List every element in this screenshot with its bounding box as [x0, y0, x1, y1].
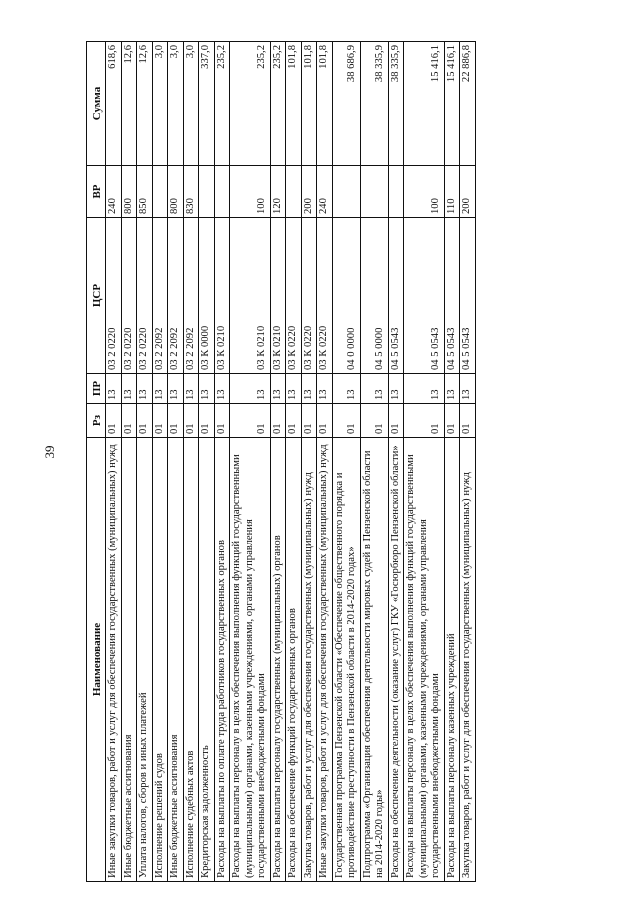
cell-sum: 337,0 [199, 42, 215, 166]
cell-name: Иные закупки товаров, работ и услуг для обеспечения государственных (муниципальных) нужд [317, 438, 333, 882]
cell-rz: 01 [183, 404, 199, 438]
cell-pr: 13 [106, 374, 122, 404]
cell-vr: 850 [137, 166, 153, 218]
cell-csr: 03 К 0210 [230, 218, 271, 374]
cell-pr: 13 [444, 374, 460, 404]
cell-pr: 13 [214, 374, 230, 404]
header-csr: ЦСР [87, 218, 106, 374]
cell-vr [214, 166, 230, 218]
cell-csr: 04 5 0000 [360, 218, 388, 374]
cell-pr: 13 [121, 374, 137, 404]
cell-rz: 01 [286, 404, 302, 438]
cell-rz: 01 [199, 404, 215, 438]
cell-csr: 03 2 2092 [152, 218, 168, 374]
cell-csr: 03 2 0220 [121, 218, 137, 374]
cell-vr [199, 166, 215, 218]
table-row [404, 42, 445, 882]
cell-rz: 01 [106, 404, 122, 438]
cell-vr: 800 [168, 166, 184, 218]
cell-vr: 830 [183, 166, 199, 218]
cell-name: Исполнение решений судов [152, 438, 168, 882]
cell-pr: 13 [152, 374, 168, 404]
cell-name: Подпрограмма «Организация обеспечения деятельности мировых судей в Пензенской области на 2014-2020 годы» [360, 438, 388, 882]
cell-name: Расходы на обеспечение деятельности (оказание услуг) ГКУ «Госюрбюро Пензенской области» [388, 438, 404, 882]
table-row [360, 42, 388, 882]
cell-csr: 03 К 0220 [301, 218, 317, 374]
cell-pr: 13 [460, 374, 476, 404]
table-row [137, 42, 153, 882]
cell-pr: 13 [168, 374, 184, 404]
table-row [270, 42, 286, 882]
cell-sum: 235,2 [230, 42, 271, 166]
cell-name: Расходы на выплаты персоналу государственных (муниципальных) органов [270, 438, 286, 882]
table-row [388, 42, 404, 882]
table-row [214, 42, 230, 882]
cell-vr: 240 [317, 166, 333, 218]
cell-rz: 01 [152, 404, 168, 438]
cell-vr [332, 166, 360, 218]
cell-rz: 01 [444, 404, 460, 438]
cell-rz: 01 [360, 404, 388, 438]
header-rz: Рз [87, 404, 106, 438]
header-pr: ПР [87, 374, 106, 404]
cell-vr: 120 [270, 166, 286, 218]
cell-sum: 38 335,9 [388, 42, 404, 166]
cell-name: Расходы на обеспечение функций государственных органов [286, 438, 302, 882]
cell-vr: 240 [106, 166, 122, 218]
cell-name: Кредиторская задолженность [199, 438, 215, 882]
cell-csr: 04 5 0543 [404, 218, 445, 374]
cell-name: Иные бюджетные ассигнования [121, 438, 137, 882]
cell-pr: 13 [301, 374, 317, 404]
header-sum: Сумма [87, 42, 106, 166]
cell-pr: 13 [270, 374, 286, 404]
header-name: Наименование [87, 438, 106, 882]
table-row [121, 42, 137, 882]
cell-vr: 110 [444, 166, 460, 218]
cell-pr: 13 [137, 374, 153, 404]
cell-rz: 01 [332, 404, 360, 438]
table-row [332, 42, 360, 882]
cell-csr: 04 0 0000 [332, 218, 360, 374]
cell-csr: 03 К 0210 [214, 218, 230, 374]
cell-rz: 01 [121, 404, 137, 438]
cell-vr [388, 166, 404, 218]
cell-sum: 38 335,9 [360, 42, 388, 166]
cell-csr: 03 К 0220 [286, 218, 302, 374]
cell-sum: 101,8 [301, 42, 317, 166]
cell-name: Закупка товаров, работ и услуг для обеспечения государственных (муниципальных) нужд [301, 438, 317, 882]
cell-sum: 15 416,1 [404, 42, 445, 166]
table-row [230, 42, 271, 882]
table-row [183, 42, 199, 882]
cell-csr: 03 2 2092 [168, 218, 184, 374]
cell-csr: 03 2 0220 [137, 218, 153, 374]
cell-sum: 3,0 [152, 42, 168, 166]
cell-name: Расходы на выплаты персоналу в целях обеспечения выполнения функций государственными (муниципальными) органами, казенными учреждениями, органами управления государственными внебюджетными фондами [230, 438, 271, 882]
table-row [152, 42, 168, 882]
table-row [444, 42, 460, 882]
cell-sum: 618,6 [106, 42, 122, 166]
cell-rz: 01 [301, 404, 317, 438]
cell-name: Закупка товаров, работ и услуг для обеспечения государственных (муниципальных) нужд [460, 438, 476, 882]
table-body [106, 42, 476, 882]
cell-vr: 100 [230, 166, 271, 218]
cell-sum: 3,0 [183, 42, 199, 166]
cell-sum: 101,8 [286, 42, 302, 166]
cell-csr: 03 2 0220 [106, 218, 122, 374]
cell-csr: 03 К 0000 [199, 218, 215, 374]
cell-sum: 12,6 [137, 42, 153, 166]
cell-rz: 01 [168, 404, 184, 438]
table-row [199, 42, 215, 882]
cell-sum: 22 886,8 [460, 42, 476, 166]
cell-rz: 01 [270, 404, 286, 438]
cell-name: Иные бюджетные ассигнования [168, 438, 184, 882]
cell-name: Расходы на выплаты персоналу в целях обеспечения выполнения функций государственными (муниципальными) органами, казенными учреждениями, органами управления государственными внебюджетными фондами [404, 438, 445, 882]
cell-pr: 13 [388, 374, 404, 404]
cell-csr: 03 К 0210 [270, 218, 286, 374]
cell-rz: 01 [317, 404, 333, 438]
cell-pr: 13 [360, 374, 388, 404]
cell-sum: 101,8 [317, 42, 333, 166]
cell-vr [360, 166, 388, 218]
cell-rz: 01 [388, 404, 404, 438]
cell-vr: 100 [404, 166, 445, 218]
header-vr: ВР [87, 166, 106, 218]
cell-vr: 200 [301, 166, 317, 218]
cell-pr: 13 [404, 374, 445, 404]
cell-rz: 01 [230, 404, 271, 438]
cell-pr: 13 [199, 374, 215, 404]
cell-csr: 04 5 0543 [388, 218, 404, 374]
cell-name: Исполнение судебных актов [183, 438, 199, 882]
cell-vr: 800 [121, 166, 137, 218]
cell-csr: 04 5 0543 [460, 218, 476, 374]
table-row [286, 42, 302, 882]
cell-name: Расходы на выплаты по оплате труда работников государственных органов [214, 438, 230, 882]
cell-pr: 13 [332, 374, 360, 404]
cell-rz: 01 [214, 404, 230, 438]
cell-sum: 235,2 [214, 42, 230, 166]
budget-table [86, 41, 476, 882]
table-header-row [87, 42, 106, 882]
cell-rz: 01 [137, 404, 153, 438]
cell-csr: 03 2 2092 [183, 218, 199, 374]
table-row [301, 42, 317, 882]
cell-rz: 01 [404, 404, 445, 438]
cell-csr: 04 5 0543 [444, 218, 460, 374]
cell-sum: 12,6 [121, 42, 137, 166]
cell-name: Иные закупки товаров, работ и услуг для обеспечения государственных (муниципальных) нужд [106, 438, 122, 882]
cell-sum: 3,0 [168, 42, 184, 166]
cell-name: Расходы на выплаты персоналу казенных учреждений [444, 438, 460, 882]
cell-sum: 15 416,1 [444, 42, 460, 166]
cell-vr [152, 166, 168, 218]
cell-csr: 03 К 0220 [317, 218, 333, 374]
table-row [317, 42, 333, 882]
cell-pr: 13 [286, 374, 302, 404]
cell-sum: 38 686,9 [332, 42, 360, 166]
page-number: 39 [42, 445, 57, 459]
rotated-content [86, 42, 566, 882]
table-row [106, 42, 122, 882]
cell-rz: 01 [460, 404, 476, 438]
cell-name: Уплата налогов, сборов и иных платежей [137, 438, 153, 882]
cell-pr: 13 [317, 374, 333, 404]
cell-pr: 13 [230, 374, 271, 404]
table-row [168, 42, 184, 882]
cell-sum: 235,2 [270, 42, 286, 166]
cell-vr [286, 166, 302, 218]
table-row [460, 42, 476, 882]
rotated-page [86, 42, 566, 882]
cell-name: Государственная программа Пензенской области «Обеспечение общественного порядка и противодействие преступности в Пензенской области в 2014-2020 годах» [332, 438, 360, 882]
cell-pr: 13 [183, 374, 199, 404]
cell-vr: 200 [460, 166, 476, 218]
